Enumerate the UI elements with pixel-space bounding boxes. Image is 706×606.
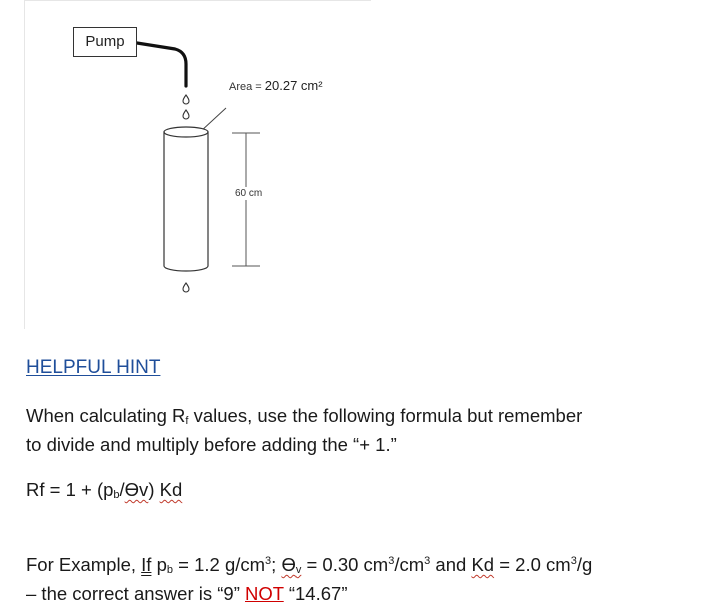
- example-text: = 0.30 cm: [301, 554, 389, 575]
- water-drop-icon: [183, 283, 189, 292]
- formula-line: [26, 478, 182, 507]
- example-if: If: [141, 554, 152, 575]
- hint-line-1: [26, 404, 582, 433]
- example-text: /cm: [394, 554, 425, 575]
- pump-tube: [137, 43, 186, 86]
- example-kd: Kd: [471, 554, 495, 575]
- example-sup: 3: [570, 555, 577, 567]
- example-sup: 3: [388, 555, 395, 567]
- formula-sub-b: b: [113, 489, 120, 501]
- formula-text: /: [119, 479, 125, 500]
- helpful-hint-title: HELPFUL HINT: [26, 357, 161, 378]
- answer-not: NOT: [245, 583, 284, 604]
- example-sub-b: b: [166, 564, 173, 576]
- hint-text: values, use the following formula but remember: [188, 405, 583, 426]
- soil-column: [164, 127, 208, 271]
- pump-box: [73, 27, 137, 57]
- water-drop-icon: [183, 95, 189, 104]
- formula-text: ): [148, 479, 155, 500]
- example-line-2: [26, 582, 592, 606]
- formula-kd: Kd: [159, 479, 183, 500]
- water-drop-icon: [183, 110, 189, 119]
- example-text: = 1.2 g/cm: [173, 554, 266, 575]
- example-theta: Ɵ: [281, 554, 296, 575]
- example-paragraph: [26, 549, 592, 606]
- example-text: For Example,: [26, 554, 142, 575]
- answer-text: “14.67”: [283, 583, 348, 604]
- height-label: 60 cm: [235, 188, 263, 199]
- formula-text: Rf = 1 + (p: [26, 479, 114, 500]
- area-label-group: [229, 78, 323, 93]
- hint-line-2: to divide and multiply before adding the “+ 1.”: [26, 434, 397, 455]
- pump-label: Pump: [85, 33, 125, 50]
- example-text: = 2.0 cm: [494, 554, 571, 575]
- hint-sub-f: f: [185, 415, 189, 427]
- formula-theta: Ɵv: [124, 479, 149, 500]
- example-text: ;: [271, 554, 282, 575]
- hint-text: When calculating R: [26, 405, 186, 426]
- hint-paragraph: [26, 404, 582, 457]
- example-text: p: [151, 554, 167, 575]
- area-label: Area =: [229, 81, 262, 93]
- example-text: and: [430, 554, 472, 575]
- example-text: /g: [576, 554, 593, 575]
- example-line-1: [26, 549, 592, 582]
- area-leader-line: [200, 108, 226, 132]
- area-value: 20.27 cm²: [264, 78, 323, 93]
- answer-text: – the correct answer is “9”: [26, 583, 245, 604]
- example-sup: 3: [265, 555, 272, 567]
- example-sup: 3: [424, 555, 431, 567]
- example-sub-v: v: [295, 564, 302, 576]
